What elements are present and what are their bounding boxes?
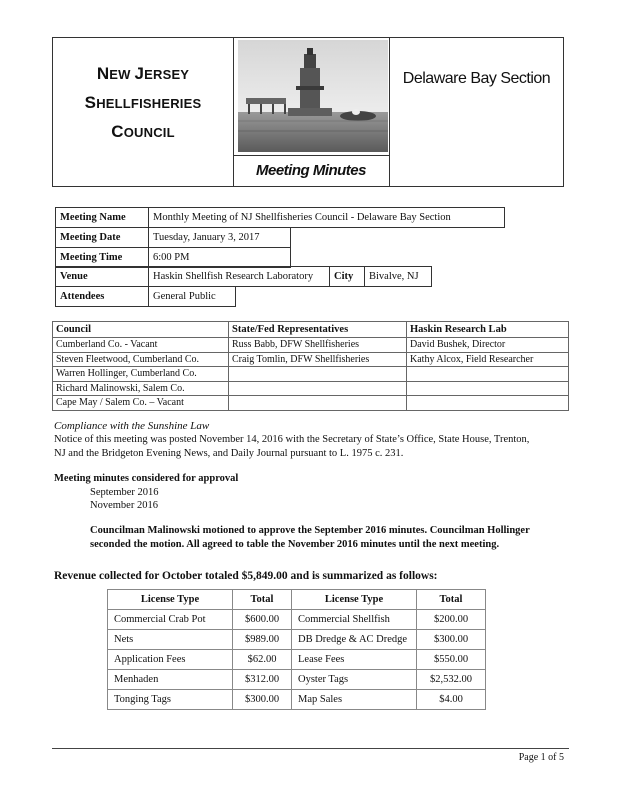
table-cell: Commercial Crab Pot: [108, 610, 233, 630]
table-cell: [407, 367, 569, 382]
meeting-info-name: [55, 207, 505, 228]
table-cell: Tonging Tags: [108, 690, 233, 710]
table-cell: $312.00: [233, 670, 292, 690]
table-cell: $4.00: [417, 690, 486, 710]
table-cell: Lease Fees: [292, 650, 417, 670]
table-cell: $989.00: [233, 630, 292, 650]
minutes-item: November 2016: [90, 500, 158, 511]
table-header-cell: Council: [53, 322, 229, 338]
sunshine-heading: Compliance with the Sunshine Law: [54, 420, 210, 432]
table-cell: Venue: [56, 267, 149, 287]
table-cell: $600.00: [233, 610, 292, 630]
table-header-cell: Total: [417, 590, 486, 610]
table-cell: [229, 367, 407, 382]
table-cell: [407, 396, 569, 411]
table-cell: [229, 381, 407, 396]
table-cell: Menhaden: [108, 670, 233, 690]
table-header-cell: Haskin Research Lab: [407, 322, 569, 338]
meeting-minutes-banner: Meeting Minutes: [255, 162, 366, 179]
revenue-heading: Revenue collected for October totaled $5,849.00 and is summarized as follows:: [54, 570, 438, 582]
motion-line1: Councilman Malinowski motioned to approve the September 2016 minutes. Councilman Hollinger: [90, 525, 530, 536]
page-number: Page 1 of 5: [518, 752, 564, 763]
lighthouse-photo: [238, 40, 388, 152]
table-header-cell: Total: [233, 590, 292, 610]
table-row: [53, 381, 569, 396]
table-row: [108, 630, 486, 650]
table-row: [53, 367, 569, 382]
table-row: [108, 670, 486, 690]
table-cell: $62.00: [233, 650, 292, 670]
table-header-cell: License Type: [108, 590, 233, 610]
table-row: [108, 650, 486, 670]
meeting-info-attendees: [55, 286, 236, 307]
table-cell: Warren Hollinger, Cumberland Co.: [53, 367, 229, 382]
header-box: [52, 37, 564, 187]
table-cell: Meeting Name: [56, 208, 149, 228]
table-cell: DB Dredge & AC Dredge: [292, 630, 417, 650]
attendees-value: General Public: [149, 287, 236, 307]
table-cell: Commercial Shellfish: [292, 610, 417, 630]
table-cell: $200.00: [417, 610, 486, 630]
sunshine-line1: Notice of this meeting was posted November 14, 2016 with the Secretary of State’s Office, State House, Trenton,: [54, 434, 530, 445]
minutes-item: September 2016: [90, 487, 159, 498]
table-cell: Russ Babb, DFW Shellfisheries: [229, 338, 407, 353]
footer-divider: [52, 748, 569, 749]
meeting-info-time: [55, 247, 291, 268]
table-row: [53, 338, 569, 353]
table-cell: [229, 396, 407, 411]
meeting-info-date: [55, 227, 291, 248]
table-cell: $2,532.00: [417, 670, 486, 690]
table-cell: Steven Fleetwood, Cumberland Co.: [53, 352, 229, 367]
table-cell: Oyster Tags: [292, 670, 417, 690]
meeting-time-value: 6:00 PM: [149, 248, 291, 268]
table-cell: [407, 381, 569, 396]
table-cell: $300.00: [233, 690, 292, 710]
attendance-table: [52, 321, 569, 411]
table-cell: $300.00: [417, 630, 486, 650]
table-row: [53, 396, 569, 411]
table-cell: $550.00: [417, 650, 486, 670]
table-cell: Kathy Alcox, Field Researcher: [407, 352, 569, 367]
table-cell: Craig Tomlin, DFW Shellfisheries: [229, 352, 407, 367]
table-header-cell: License Type: [292, 590, 417, 610]
table-cell: City: [330, 267, 365, 287]
table-cell: Map Sales: [292, 690, 417, 710]
table-cell: Cumberland Co. - Vacant: [53, 338, 229, 353]
table-cell: Attendees: [56, 287, 149, 307]
meeting-info-venue: [55, 266, 432, 287]
sunshine-line2: NJ and the Bridgeton Evening News, and Daily Journal pursuant to L. 1975 c. 231.: [54, 448, 404, 459]
meeting-date-value: Tuesday, January 3, 2017: [149, 228, 291, 248]
table-cell: David Bushek, Director: [407, 338, 569, 353]
organization-name: NEW JERSEY SHELLFISHERIES COUNCIL: [84, 64, 202, 141]
table-row: [53, 352, 569, 367]
section-name: Delaware Bay Section: [402, 70, 551, 87]
minutes-heading: Meeting minutes considered for approval: [54, 473, 239, 484]
venue-value: Haskin Shellfish Research Laboratory: [149, 267, 330, 287]
table-cell: Application Fees: [108, 650, 233, 670]
table-cell: Meeting Time: [56, 248, 149, 268]
table-row: [108, 610, 486, 630]
meeting-name-value: Monthly Meeting of NJ Shellfisheries Council - Delaware Bay Section: [149, 208, 505, 228]
motion-line2: seconded the motion. All agreed to table the November 2016 minutes until the next meeting.: [90, 539, 500, 550]
revenue-table: [107, 589, 486, 710]
table-cell: Meeting Date: [56, 228, 149, 248]
table-cell: Cape May / Salem Co. – Vacant: [53, 396, 229, 411]
table-cell: Nets: [108, 630, 233, 650]
table-row: [108, 690, 486, 710]
table-cell: Richard Malinowski, Salem Co.: [53, 381, 229, 396]
table-header-cell: State/Fed Representatives: [229, 322, 407, 338]
city-value: Bivalve, NJ: [365, 267, 432, 287]
